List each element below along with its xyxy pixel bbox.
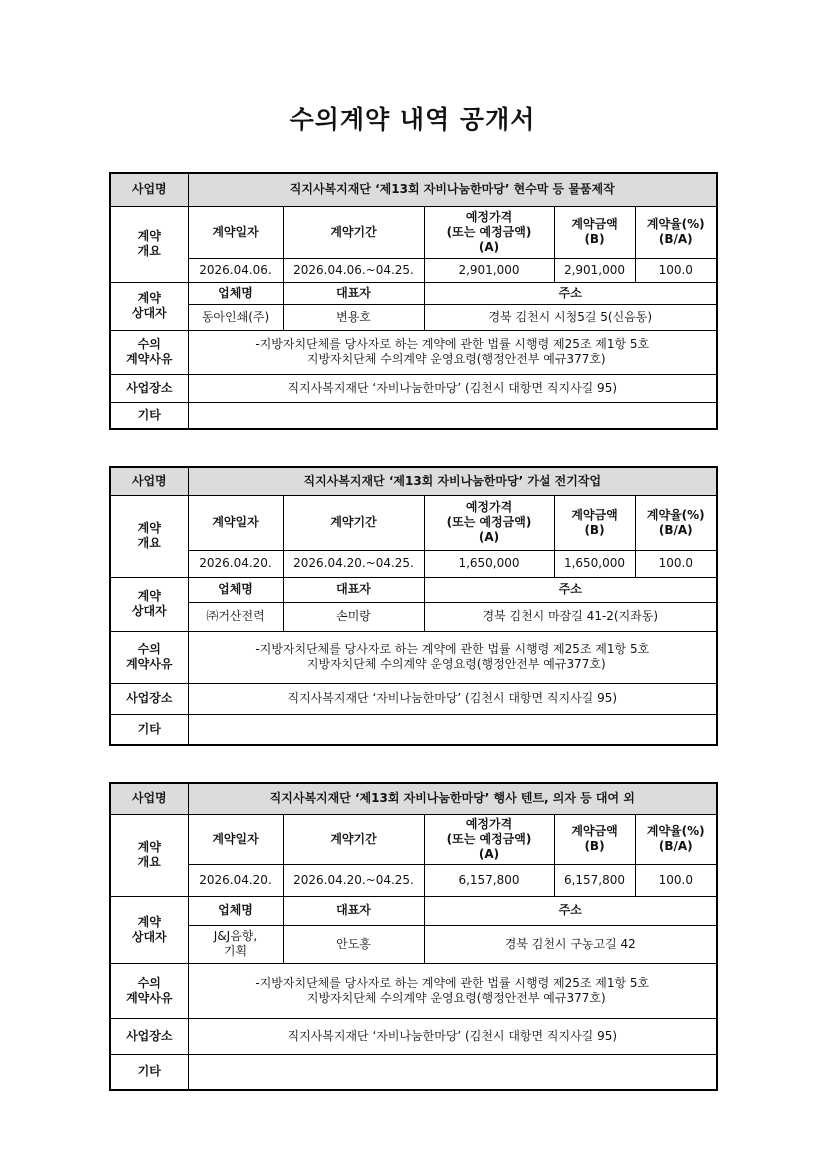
company-name: J&J음향, 기획 — [188, 925, 283, 963]
rate-value: 100.0 — [635, 258, 717, 282]
counterparty-label: 계약 상대자 — [110, 282, 188, 330]
reason-line-1: -지방자치단체를 당사자로 하는 계약에 관한 법률 시행령 제25조 제1항 5호 — [255, 642, 650, 656]
place-value: 직지사복지재단 ‘자비나눔한마당’ (김천시 대항면 직지사길 95) — [188, 1018, 717, 1054]
place-label: 사업장소 — [110, 683, 188, 714]
counterparty-label: 계약 상대자 — [110, 577, 188, 631]
contract-date: 2026.04.06. — [188, 258, 283, 282]
contract-table — [109, 466, 718, 746]
rate-value: 100.0 — [635, 864, 717, 896]
amount-value: 1,650,000 — [554, 550, 635, 577]
project-label: 사업명 — [110, 467, 188, 495]
date-header: 계약일자 — [188, 206, 283, 258]
address-value: 경북 김천시 구농고길 42 — [424, 925, 717, 963]
etc-label: 기타 — [110, 1054, 188, 1090]
company-header: 업체명 — [188, 282, 283, 304]
reason-text — [188, 330, 717, 374]
address-value: 경북 김천시 마잠길 41-2(지좌동) — [424, 602, 717, 631]
rep-name: 안도홍 — [283, 925, 424, 963]
project-label: 사업명 — [110, 783, 188, 814]
reason-line-2: 지방자치단체 수의계약 운영요령(행정안전부 예규377호) — [306, 352, 606, 366]
address-header: 주소 — [424, 896, 717, 925]
reason-line-2: 지방자치단체 수의계약 운영요령(행정안전부 예규377호) — [306, 990, 606, 1005]
rep-header: 대표자 — [283, 577, 424, 602]
etc-label: 기타 — [110, 402, 188, 429]
rate-header: 계약율(%) (B/A) — [635, 814, 717, 864]
address-header: 주소 — [424, 282, 717, 304]
estimate-value: 6,157,800 — [424, 864, 554, 896]
counterparty-label: 계약 상대자 — [110, 896, 188, 963]
rep-header: 대표자 — [283, 282, 424, 304]
date-header: 계약일자 — [188, 814, 283, 864]
place-value: 직지사복지재단 ‘자비나눔한마당’ (김천시 대항면 직지사길 95) — [188, 374, 717, 402]
estimate-value: 2,901,000 — [424, 258, 554, 282]
contract-period: 2026.04.20.~04.25. — [283, 550, 424, 577]
page-title: 수의계약 내역 공개서 — [289, 105, 536, 134]
reason-label: 수의 계약사유 — [110, 330, 188, 374]
place-label: 사업장소 — [110, 374, 188, 402]
period-header: 계약기간 — [283, 814, 424, 864]
reason-line-1: -지방자치단체를 당사자로 하는 계약에 관한 법률 시행령 제25조 제1항 5호 — [255, 337, 650, 351]
contract-date: 2026.04.20. — [188, 864, 283, 896]
overview-label: 계약 개요 — [110, 814, 188, 896]
rep-name: 변용호 — [283, 304, 424, 330]
rate-header: 계약율(%) (B/A) — [635, 495, 717, 550]
reason-text — [188, 631, 717, 683]
rate-value: 100.0 — [635, 550, 717, 577]
period-header: 계약기간 — [283, 206, 424, 258]
rate-header: 계약율(%) (B/A) — [635, 206, 717, 258]
date-header: 계약일자 — [188, 495, 283, 550]
etc-value — [188, 714, 717, 745]
amount-value: 2,901,000 — [554, 258, 635, 282]
period-header: 계약기간 — [283, 495, 424, 550]
contract-table — [109, 782, 718, 1091]
amount-header: 계약금액 (B) — [554, 206, 635, 258]
contract-date: 2026.04.20. — [188, 550, 283, 577]
reason-line-1: -지방자치단체를 당사자로 하는 계약에 관한 법률 시행령 제25조 제1항 5호 — [255, 975, 650, 990]
amount-value: 6,157,800 — [554, 864, 635, 896]
amount-header: 계약금액 (B) — [554, 495, 635, 550]
reason-line-2: 지방자치단체 수의계약 운영요령(행정안전부 예규377호) — [306, 657, 606, 671]
contract-period: 2026.04.06.~04.25. — [283, 258, 424, 282]
project-label: 사업명 — [110, 173, 188, 206]
etc-label: 기타 — [110, 714, 188, 745]
company-header: 업체명 — [188, 896, 283, 925]
etc-value — [188, 402, 717, 429]
rep-header: 대표자 — [283, 896, 424, 925]
etc-value — [188, 1054, 717, 1090]
company-name: 동아인쇄(주) — [188, 304, 283, 330]
project-name: 직지사복지재단 ‘제13회 자비나눔한마당’ 행사 텐트, 의자 등 대여 외 — [188, 783, 717, 814]
reason-text — [188, 963, 717, 1018]
reason-label: 수의 계약사유 — [110, 963, 188, 1018]
contract-period: 2026.04.20.~04.25. — [283, 864, 424, 896]
estimate-header: 예정가격 (또는 예정금액) (A) — [424, 495, 554, 550]
contract-table — [109, 172, 718, 430]
reason-label: 수의 계약사유 — [110, 631, 188, 683]
overview-label: 계약 개요 — [110, 206, 188, 282]
estimate-value: 1,650,000 — [424, 550, 554, 577]
address-header: 주소 — [424, 577, 717, 602]
address-value: 경북 김천시 시청5길 5(신음동) — [424, 304, 717, 330]
place-label: 사업장소 — [110, 1018, 188, 1054]
estimate-header: 예정가격 (또는 예정금액) (A) — [424, 206, 554, 258]
overview-label: 계약 개요 — [110, 495, 188, 577]
amount-header: 계약금액 (B) — [554, 814, 635, 864]
project-name: 직지사복지재단 ‘제13회 자비나눔한마당’ 현수막 등 물품제작 — [188, 173, 717, 206]
rep-name: 손미랑 — [283, 602, 424, 631]
project-name: 직지사복지재단 ‘제13회 자비나눔한마당’ 가설 전기작업 — [188, 467, 717, 495]
company-header: 업체명 — [188, 577, 283, 602]
place-value: 직지사복지재단 ‘자비나눔한마당’ (김천시 대항면 직지사길 95) — [188, 683, 717, 714]
estimate-header: 예정가격 (또는 예정금액) (A) — [424, 814, 554, 864]
company-name: ㈜거산전력 — [188, 602, 283, 631]
